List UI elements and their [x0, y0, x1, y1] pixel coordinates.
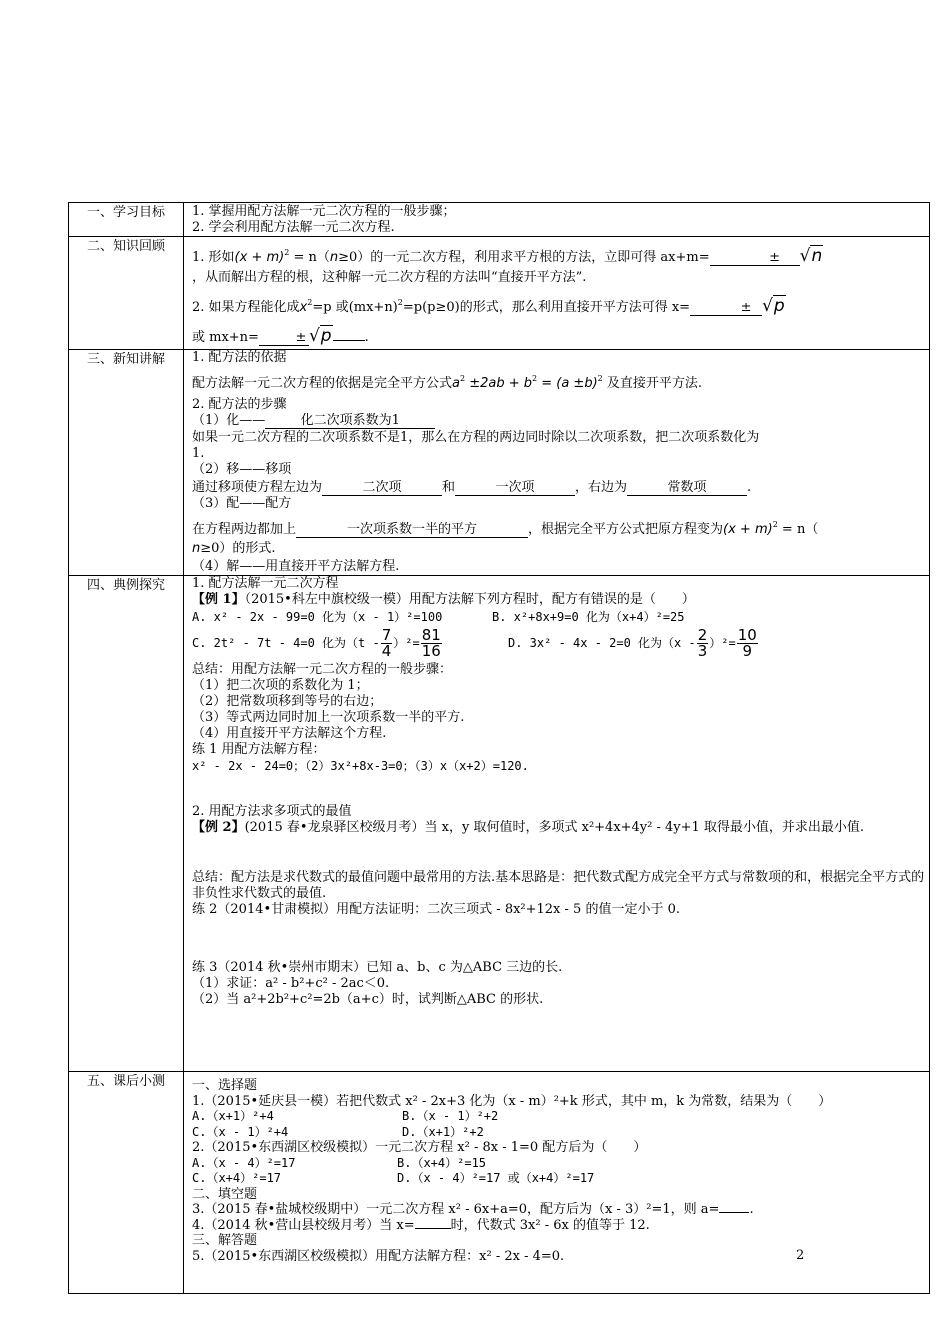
ex-options-ab: A. x² - 2x - 99=0 化为（x - 1）²=100 B. x²+8x+9=0 化为（x+4）²=25 — [192, 610, 685, 624]
review-line-2: ，从而解出方程的根，这种解一元二次方程的方法叫“直接开平方法”. — [192, 270, 587, 285]
section-content-examples — [184, 576, 930, 1072]
ex-line: 1. 配方法解一元二次方程 — [192, 576, 339, 591]
quiz-line: 1.（2015•延庆县一模）若把代数式 x² - 2x+3 化为（x - m）²+k 形式，其中 m，k 为常数，结果为（ ） — [192, 1093, 832, 1109]
nk-line: 如果一元二次方程的二次项系数不是1，那么在方程的两边同时除以二次项系数，把二次项系数化为 — [192, 430, 760, 445]
section-label-new-knowledge: 三、新知讲解 — [69, 350, 184, 576]
answer-blank: ± — [690, 300, 762, 316]
ex-line: 练 2（2014•甘肃模拟）用配方法证明：二次三项式 - 8x²+12x - 5 的值一定小于 0. — [192, 902, 680, 917]
answer-blank: 一次项 — [455, 480, 575, 496]
answer-blank: 二次项 — [322, 480, 442, 496]
answer-blank — [415, 1228, 451, 1229]
ex-line: （3）等式两边同时加上一次项系数一半的平方. — [192, 710, 465, 725]
answer-blank: ± — [259, 330, 309, 346]
ex-line: x² - 2x - 24=0；（2）3x²+8x-3=0；（3）x（x+2）=120. — [192, 759, 529, 773]
ex-line: （1）求证：a² - b²+c² - 2ac＜0. — [192, 976, 390, 991]
nk-line: 通过移项使方程左边为 二次项 和 一次项 ，右边为 常数项 . — [192, 480, 752, 495]
ex-line: 【例 1】（2015•科左中旗校级一模）用配方法解下列方程时，配方有错误的是（ ） — [192, 592, 695, 607]
review-line-3: 2. 如果方程能化成$x^2=p$ 或$(mx+n)^2=p(p\ge 0)$的形式，那么利用直接开平方法可得 x= ± √p — [192, 296, 785, 316]
review-line-1: 1. 形如$(x + m)^2 = n(n\ge 0)$的一元二次方程，利用求平方根的方法，立即可得 ax+m= ± √n — [192, 246, 823, 266]
nk-line: （2）移——移项 — [192, 462, 292, 477]
quiz-options: C.（x - 1）²+4 D.（x+1）²+2 — [192, 1124, 484, 1139]
answer-blank — [719, 1212, 749, 1213]
ex-line: （4）用直接开平方法解这个方程. — [192, 726, 387, 741]
quiz-line: 4.（2014 秋•营山县校级月考）当 x= 时，代数式 3x² - 6x 的值等于 12. — [192, 1217, 650, 1233]
ex-line: （2）把常数项移到等号的右边； — [192, 694, 383, 709]
sqrt-symbol: √p — [308, 326, 332, 346]
nk-line: （4）解——用直接开平方法解方程. — [192, 559, 400, 574]
quiz-options: A.（x+1）²+4 B.（x - 1）²+2 — [192, 1109, 499, 1123]
nk-line: n≥0）的形式. — [192, 541, 276, 556]
goal-line-2: 2. 学会利用配方法解一元二次方程. — [192, 220, 395, 235]
answer-blank: 化二次项系数为1 — [265, 413, 435, 429]
fraction: $\frac{2}{3}$ — [697, 626, 708, 660]
answer-blank — [333, 340, 365, 341]
sqrt-symbol: √n — [799, 246, 823, 266]
quiz-options: C.（x+4）²=17 D.（x - 4）²=17 或（x+4）²=17 — [192, 1171, 595, 1185]
section-content-review — [184, 237, 930, 350]
nk-line: 配方法解一元二次方程的依据是完全平方公式$a^2 \pm 2ab + b^2 = (a \pm b)^2$ 及直接开平方法. — [192, 374, 703, 391]
nk-line: 在方程两边都加上 一次项系数一半的平方 ，根据完全平方公式把原方程变为$(x + m)^2 = n$（ — [192, 520, 819, 537]
ex-line: 【例 2】(2015 春•龙泉驿区校级月考）当 x，y 取何值时，多项式 x²+4x+4y² - 4y+1 取得最小值，并求出最小值. — [192, 820, 865, 835]
sqrt-symbol: √p — [762, 296, 785, 316]
section-label-examples: 四、典例探究 — [69, 576, 184, 1072]
section-label-goals: 一、学习目标 — [69, 203, 184, 237]
ex-line: （2）当 a²+2b²+c²=2b（a+c）时，试判断△ABC 的形状. — [192, 992, 544, 1007]
ex-line: 练 3（2014 秋•崇州市期末）已知 a、b、c 为△ABC 三边的长. — [192, 960, 563, 975]
section-content-goals — [184, 203, 930, 237]
quiz-line: 二、填空题 — [192, 1186, 258, 1202]
quiz-line: 一、选择题 — [192, 1078, 258, 1093]
fraction: $\frac{10}{9}$ — [737, 626, 757, 660]
quiz-line: 三、解答题 — [192, 1233, 258, 1248]
quiz-options: A.（x - 4）²=17 B.（x+4）²=15 — [192, 1155, 487, 1170]
page-number: 2 — [796, 1248, 805, 1263]
answer-blank: ± — [710, 250, 800, 266]
answer-blank: 一次项系数一半的平方 — [296, 522, 528, 538]
quiz-line: 2.（2015•东西湖区校级模拟）一元二次方程 x² - 8x - 1=0 配方后为（ ） — [192, 1140, 647, 1155]
ex-line: 练 1 用配方法解方程： — [192, 742, 326, 757]
review-line-4: 或 mx+n= ± √p . — [192, 326, 369, 346]
answer-blank: 常数项 — [627, 480, 747, 496]
quiz-line: 5.（2015•东西湖区校级模拟）用配方法解方程：x² - 2x - 4=0. — [192, 1248, 565, 1264]
section-label-review: 二、知识回顾 — [69, 237, 184, 350]
ex-line: 总结：用配方法解一元二次方程的一般步骤： — [192, 662, 453, 677]
fraction: $\frac{81}{16}$ — [421, 626, 441, 660]
section-content-quiz — [184, 1072, 930, 1294]
ex-options-cd: C. 2t² - 7t - 4=0 化为（t - $\frac{7}{4}$ ）²= $\frac{81}{16}$ D. 3x² - 4x - 2=0 化为（x - $\frac{2}{3}$ ）²= $\frac{10}{9}$ — [192, 626, 757, 660]
nk-line: 1. 配方法的依据 — [192, 350, 287, 365]
nk-line: 1. — [192, 446, 205, 461]
nk-line: （3）配——配方 — [192, 496, 292, 511]
ex-line: 2. 用配方法求多项式的最值 — [192, 804, 352, 819]
goal-line-1: 1. 掌握用配方法解一元二次方程的一般步骤； — [192, 204, 456, 219]
quiz-line: 3.（2015 春•盐城校级期中）一元二次方程 x² - 6x+a=0，配方后为（x - 3）²=1，则 a= . — [192, 1202, 754, 1217]
section-label-quiz: 五、课后小测 — [69, 1072, 184, 1294]
nk-line: 2. 配方法的步骤 — [192, 397, 287, 412]
section-content-new-knowledge — [184, 350, 930, 576]
lesson-table — [68, 202, 930, 1294]
ex-line: 总结：配方法是求代数式的最值问题中最常用的方法.基本思路是：把代数式配方成完全平方式与常数项的和，根据完全平方式的非负性求代数式的最值. — [192, 870, 925, 901]
fraction: $\frac{7}{4}$ — [381, 626, 392, 660]
nk-line: （1）化—— 化二次项系数为1 — [192, 413, 925, 429]
ex-line: （1）把二次项的系数化为 1； — [192, 678, 369, 693]
